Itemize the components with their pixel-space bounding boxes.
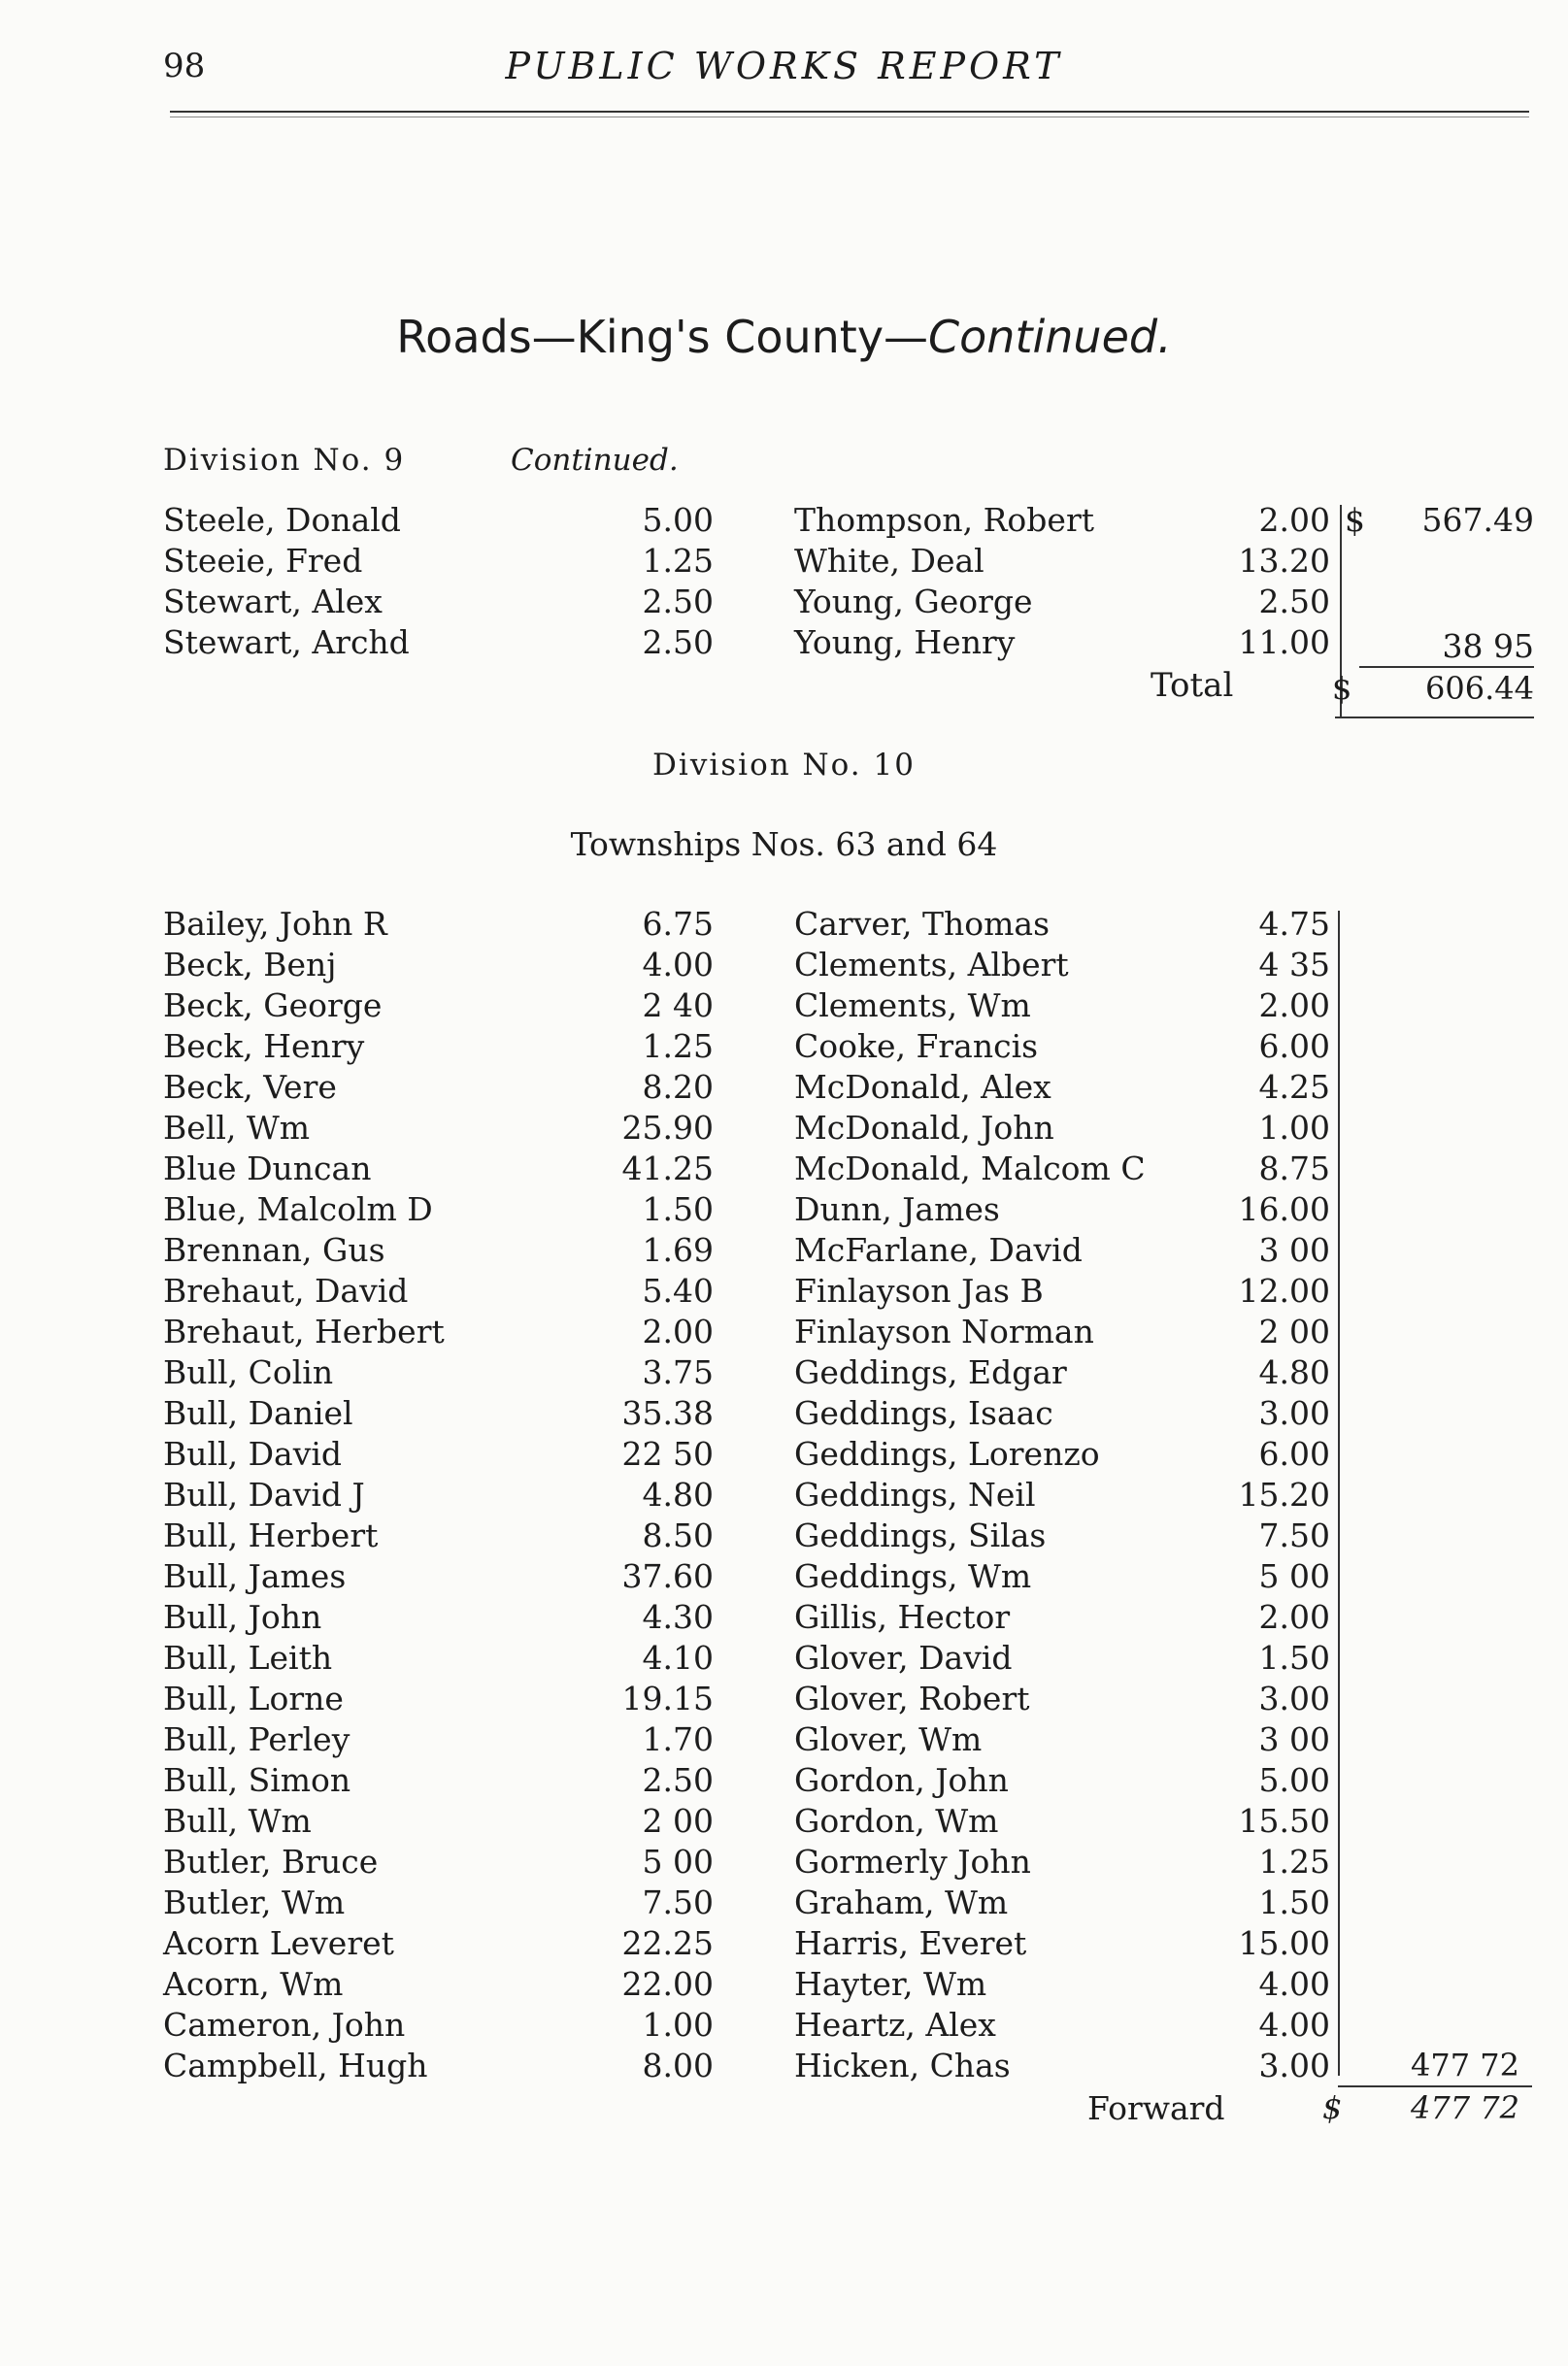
left-name: Bull, David xyxy=(163,1435,343,1473)
left-amount: 4.80 xyxy=(642,1476,714,1514)
left-amount: 5.00 xyxy=(642,501,714,539)
section-heading xyxy=(0,311,1568,363)
running-title: PUBLIC WORKS REPORT xyxy=(505,45,1063,87)
left-amount: 8.20 xyxy=(642,1068,714,1106)
division-10-subtotal: 477 72 xyxy=(1411,2047,1519,2083)
right-name: Geddings, Edgar xyxy=(794,1353,1067,1391)
right-name: Glover, David xyxy=(794,1639,1013,1677)
left-name: Steeie, Fred xyxy=(163,542,363,580)
right-name: White, Deal xyxy=(794,542,984,580)
right-amount: 6.00 xyxy=(1258,1435,1330,1473)
right-name: Gordon, John xyxy=(794,1761,1009,1799)
left-amount: 8.00 xyxy=(642,2047,714,2084)
right-name: Geddings, Wm xyxy=(794,1557,1032,1595)
left-amount: 2 00 xyxy=(642,1802,714,1840)
right-name: Finlayson Norman xyxy=(794,1313,1094,1350)
division-9-total-rule xyxy=(1335,716,1534,718)
left-amount: 1.25 xyxy=(642,1027,714,1065)
right-amount: 4.80 xyxy=(1258,1353,1330,1391)
right-name: Dunn, James xyxy=(794,1190,1000,1228)
right-amount: 2.00 xyxy=(1258,986,1330,1024)
division-9-subtotal: 38 95 xyxy=(1442,627,1534,665)
left-amount: 25.90 xyxy=(621,1109,714,1147)
right-amount: 1.25 xyxy=(1258,1843,1330,1881)
right-name: McDonald, John xyxy=(794,1109,1054,1147)
page-number: 98 xyxy=(163,47,206,85)
left-amount: 8.50 xyxy=(642,1516,714,1554)
right-name: Cooke, Francis xyxy=(794,1027,1039,1065)
right-name: Young, Henry xyxy=(794,623,1016,661)
left-amount: 5 00 xyxy=(642,1843,714,1881)
right-name: Gillis, Hector xyxy=(794,1598,1011,1636)
left-amount: 35.38 xyxy=(621,1394,714,1432)
left-amount: 4.10 xyxy=(642,1639,714,1677)
forward-rule xyxy=(1338,2085,1532,2087)
total-dollar: $ xyxy=(1332,670,1352,707)
right-name: Clements, Albert xyxy=(794,946,1069,983)
left-amount: 41.25 xyxy=(621,1150,714,1187)
left-amount: 1.00 xyxy=(642,2006,714,2044)
left-amount: 3.75 xyxy=(642,1353,714,1391)
right-amount: 12.00 xyxy=(1238,1272,1330,1310)
right-amount: 3.00 xyxy=(1258,2047,1330,2084)
division-9-subtotal-rule xyxy=(1359,666,1534,668)
carried-dollar: $ xyxy=(1345,501,1365,539)
right-name: Thompson, Robert xyxy=(794,501,1094,539)
right-amount: 4 35 xyxy=(1258,946,1330,983)
right-amount: 5 00 xyxy=(1258,1557,1330,1595)
left-name: Steele, Donald xyxy=(163,501,401,539)
left-amount: 22.00 xyxy=(621,1965,714,2003)
right-amount: 7.50 xyxy=(1258,1516,1330,1554)
left-name: Bull, Simon xyxy=(163,1761,351,1799)
right-name: Glover, Robert xyxy=(794,1680,1030,1717)
forward-amount: 477 72 xyxy=(1411,2089,1519,2126)
left-name: Blue Duncan xyxy=(163,1150,372,1187)
total-label: Total xyxy=(1151,666,1234,705)
left-name: Bull, James xyxy=(163,1557,347,1595)
right-amount: 6.00 xyxy=(1258,1027,1330,1065)
right-name: Finlayson Jas B xyxy=(794,1272,1044,1310)
left-name: Butler, Bruce xyxy=(163,1843,379,1881)
townships-label: Townships Nos. 63 and 64 xyxy=(570,825,998,863)
left-name: Beck, Henry xyxy=(163,1027,365,1065)
left-name: Bull, Herbert xyxy=(163,1516,379,1554)
right-name: Heartz, Alex xyxy=(794,2006,996,2044)
right-amount: 13.20 xyxy=(1238,542,1330,580)
right-name: McFarlane, David xyxy=(794,1231,1083,1269)
right-name: McDonald, Alex xyxy=(794,1068,1051,1106)
division-9-label: Division No. 9 xyxy=(163,443,406,478)
left-name: Stewart, Alex xyxy=(163,583,383,620)
right-name: Geddings, Neil xyxy=(794,1476,1036,1514)
left-amount: 1.69 xyxy=(642,1231,714,1269)
carried-amount: 567.49 xyxy=(1421,501,1534,539)
right-name: Hayter, Wm xyxy=(794,1965,987,2003)
left-name: Beck, Benj xyxy=(163,946,337,983)
left-name: Bull, Leith xyxy=(163,1639,333,1677)
left-name: Bull, Daniel xyxy=(163,1394,353,1432)
right-amount: 4.00 xyxy=(1258,2006,1330,2044)
left-name: Bull, David J xyxy=(163,1476,365,1514)
right-name: McDonald, Malcom C xyxy=(794,1150,1146,1187)
left-name: Brehaut, Herbert xyxy=(163,1313,445,1350)
left-name: Campbell, Hugh xyxy=(163,2047,428,2084)
left-amount: 4.00 xyxy=(642,946,714,983)
left-amount: 22.25 xyxy=(621,1924,714,1962)
right-amount: 4.25 xyxy=(1258,1068,1330,1106)
right-amount: 15.00 xyxy=(1238,1924,1330,1962)
right-amount: 1.50 xyxy=(1258,1883,1330,1921)
left-amount: 1.70 xyxy=(642,1720,714,1758)
left-amount: 7.50 xyxy=(642,1883,714,1921)
right-amount: 5.00 xyxy=(1258,1761,1330,1799)
right-name: Geddings, Isaac xyxy=(794,1394,1053,1432)
left-amount: 4.30 xyxy=(642,1598,714,1636)
right-amount: 2.00 xyxy=(1258,1598,1330,1636)
header-rule xyxy=(170,111,1529,113)
left-amount: 2.50 xyxy=(642,583,714,620)
right-amount: 1.00 xyxy=(1258,1109,1330,1147)
left-amount: 22 50 xyxy=(621,1435,714,1473)
left-name: Bull, Lorne xyxy=(163,1680,344,1717)
left-amount: 37.60 xyxy=(621,1557,714,1595)
left-name: Bull, John xyxy=(163,1598,322,1636)
left-amount: 1.25 xyxy=(642,542,714,580)
right-name: Gordon, Wm xyxy=(794,1802,999,1840)
right-amount: 11.00 xyxy=(1238,623,1330,661)
left-name: Butler, Wm xyxy=(163,1883,346,1921)
division-10-label: Division No. 10 xyxy=(652,748,916,783)
left-name: Beck, Vere xyxy=(163,1068,337,1106)
heading-main: Roads—King's County— xyxy=(396,311,929,363)
right-amount: 3 00 xyxy=(1258,1720,1330,1758)
right-amount: 4.75 xyxy=(1258,905,1330,943)
right-amount: 2.50 xyxy=(1258,583,1330,620)
division-9-continued: Continued. xyxy=(511,443,679,478)
left-name: Beck, George xyxy=(163,986,383,1024)
left-name: Bell, Wm xyxy=(163,1109,311,1147)
left-name: Bull, Perley xyxy=(163,1720,350,1758)
left-amount: 2.00 xyxy=(642,1313,714,1350)
right-name: Glover, Wm xyxy=(794,1720,983,1758)
left-amount: 6.75 xyxy=(642,905,714,943)
left-name: Bull, Wm xyxy=(163,1802,312,1840)
left-name: Acorn, Wm xyxy=(163,1965,344,2003)
heading-continued: Continued. xyxy=(928,311,1172,363)
left-name: Bailey, John R xyxy=(163,905,387,943)
left-name: Acorn Leveret xyxy=(163,1924,394,1962)
division-9-total: 606.44 xyxy=(1425,670,1534,707)
right-name: Young, George xyxy=(794,583,1033,620)
right-name: Graham, Wm xyxy=(794,1883,1009,1921)
right-name: Geddings, Lorenzo xyxy=(794,1435,1100,1473)
right-name: Hicken, Chas xyxy=(794,2047,1011,2084)
left-amount: 2.50 xyxy=(642,1761,714,1799)
left-name: Brennan, Gus xyxy=(163,1231,385,1269)
right-name: Geddings, Silas xyxy=(794,1516,1047,1554)
right-amount: 2.00 xyxy=(1258,501,1330,539)
left-name: Stewart, Archd xyxy=(163,623,410,661)
right-amount: 4.00 xyxy=(1258,1965,1330,2003)
right-name: Carver, Thomas xyxy=(794,905,1051,943)
right-amount: 15.20 xyxy=(1238,1476,1330,1514)
forward-dollar: $ xyxy=(1322,2089,1343,2126)
right-amount: 3.00 xyxy=(1258,1394,1330,1432)
right-amount: 16.00 xyxy=(1238,1190,1330,1228)
division-10-rule-vertical xyxy=(1338,911,1340,2076)
left-amount: 2 40 xyxy=(642,986,714,1024)
right-amount: 8.75 xyxy=(1258,1150,1330,1187)
left-name: Bull, Colin xyxy=(163,1353,334,1391)
right-amount: 3.00 xyxy=(1258,1680,1330,1717)
left-name: Brehaut, David xyxy=(163,1272,409,1310)
right-name: Clements, Wm xyxy=(794,986,1031,1024)
right-amount: 2 00 xyxy=(1258,1313,1330,1350)
right-amount: 1.50 xyxy=(1258,1639,1330,1677)
forward-label: Forward xyxy=(1087,2089,1225,2127)
left-name: Blue, Malcolm D xyxy=(163,1190,433,1228)
left-name: Cameron, John xyxy=(163,2006,406,2044)
right-amount: 15.50 xyxy=(1238,1802,1330,1840)
right-name: Gormerly John xyxy=(794,1843,1031,1881)
left-amount: 19.15 xyxy=(621,1680,714,1717)
right-name: Harris, Everet xyxy=(794,1924,1027,1962)
left-amount: 2.50 xyxy=(642,623,714,661)
right-amount: 3 00 xyxy=(1258,1231,1330,1269)
left-amount: 1.50 xyxy=(642,1190,714,1228)
left-amount: 5.40 xyxy=(642,1272,714,1310)
